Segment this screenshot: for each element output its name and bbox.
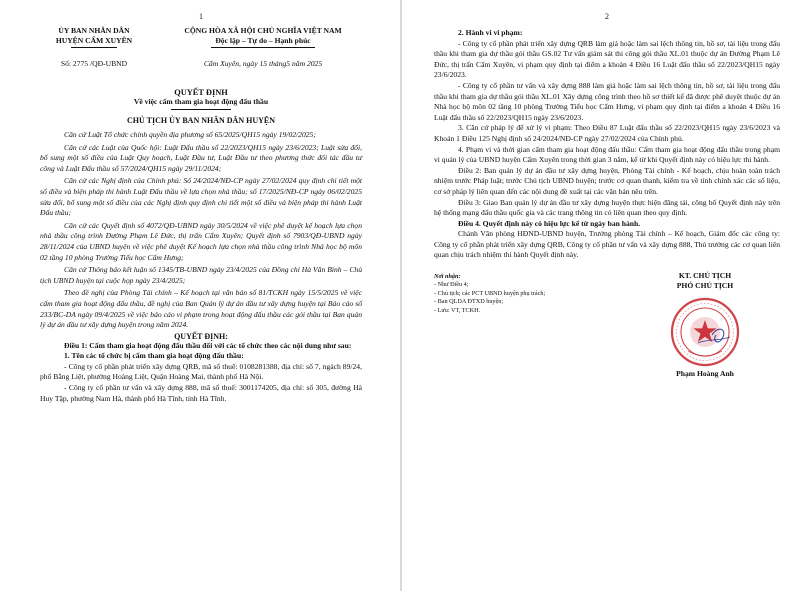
subtitle-rule xyxy=(171,109,231,110)
reference-number: Số: 2775 /QĐ-UBND xyxy=(60,59,128,68)
closing-paragraph: Chánh Văn phòng HĐND-UBND huyện, Trưởng phòng Tài chính – Kế hoạch, Giám đốc các công ty: Công ty cổ phần phát triển xây dựng QRB, Công ty cổ phần tư vấn và xây dựng 888, Thủ trưởng các cơ quan liên quan chịu trách nhiệm thi hành Quyết định này. xyxy=(434,229,780,260)
issue-date: Cẩm Xuyên, ngày 15 tháng5 năm 2025 xyxy=(203,59,323,68)
motto-rule xyxy=(211,47,315,48)
page-number: 1 xyxy=(199,12,203,21)
signature-title-2: PHÓ CHỦ TỊCH xyxy=(676,281,734,291)
item-1-heading: 1. Tên các tổ chức bị cấm tham gia hoạt động đấu thầu: xyxy=(64,351,244,361)
authority-line-2: HUYỆN CẨM XUYÊN xyxy=(55,36,133,45)
violation-1: - Công ty cổ phần phát triển xây dựng QRB làm giả hoặc làm sai lệch thông tin, hồ sơ, tài liệu trong đấu thầu khi tham gia dự thầu gói thầu GS.02 Tư vấn giám sát thi công gói thầu XL.01 thuộc dự án Đường Phạm Lê Đức, thị trấn Cẩm Xuyên, vi phạm quy định tại điểm a khoản 4 Điều 16 Luật đấu thầu số 22/2023/QH15 ngày 23/6/2023. xyxy=(434,38,780,80)
legal-basis-5: Căn cứ Thông báo kết luận số 1345/TB-UBND ngày 23/4/2025 của Đồng chí Hà Văn Bình – Chủ tịch UBND huyện tại cuộc họp ngày 23/4/2025; xyxy=(40,265,362,285)
seal-stamp-icon xyxy=(668,295,742,369)
organization-2: - Công ty cổ phần tư vấn và xây dựng 888, mã số thuế: 3001174205, địa chỉ: số 305, đường Hà Huy Tập, phường Nam Hà, thành phố Hà Tĩnh, tỉnh Hà Tĩnh. xyxy=(40,383,362,403)
article-2: Điều 2: Ban quản lý dự án đầu tư xây dựng huyện, Phòng Tài chính - Kế hoạch, chịu hoàn toàn trách nhiệm trước Pháp luật; trước Chủ tịch UBND huyện; trước cơ quan thanh, kiểm tra về tính chính xác các số liệu, cơ sở pháp lý liên quan đến các nội dung đề xuất tại các văn bản nêu trên. xyxy=(434,165,780,196)
recipient-item: - Chủ tịch; các PCT UBND huyện phụ trách; xyxy=(434,289,546,297)
issuing-authority xyxy=(40,26,148,68)
document-page-2 xyxy=(402,0,800,591)
signature-block xyxy=(630,271,780,378)
signature-area xyxy=(434,271,780,383)
recipient-item: - Như Điều 4; xyxy=(434,281,469,289)
signer-name: Phạm Hoàng Anh xyxy=(676,369,734,379)
authority-line-1: ỦY BAN NHÂN DÂN xyxy=(58,26,130,35)
decision-heading: QUYẾT ĐỊNH: xyxy=(174,331,228,341)
recipients-heading: Nơi nhận: xyxy=(434,273,461,281)
item-4-scope: 4. Phạm vi và thời gian cấm tham gia hoạt động đấu thầu: Cấm tham gia hoạt động đấu thầu trong phạm vi quản lý của UBND huyện Cẩm Xuyên trong thời gian 3 năm, kể từ khi Quyết định này có hiệu lực thi hành. xyxy=(434,144,780,165)
document-header xyxy=(40,26,362,88)
decision-subtitle: Về việc cấm tham gia hoạt động đấu thầu xyxy=(133,97,269,106)
national-title: CỘNG HÒA XÃ HỘI CHỦ NGHĨA VIỆT NAM xyxy=(184,26,342,35)
recipient-item: - Ban QLDA ĐTXD huyện; xyxy=(434,298,504,306)
national-motto xyxy=(152,26,374,68)
signature-title-1: KT. CHỦ TỊCH xyxy=(678,271,732,281)
legal-basis-6: Theo đề nghị của Phòng Tài chính – Kế hoạch tại văn bản số 81/TCKH ngày 15/5/2025 về việc cấm tham gia hoạt động đấu thầu, đề nghị của Ban Quản lý dự án đầu tư xây dựng huyện tại Báo cáo số 233/BC-DA ngày 09/4/2025 về việc báo cáo vi phạm trong hoạt động đấu thầu các gói thầu tại Ban quản lý dự án đầu tư xây dựng huyện trong năm 2024. xyxy=(40,288,362,330)
item-2-heading: 2. Hành vi vi phạm: xyxy=(458,28,523,37)
legal-basis-4: Căn cứ các Quyết định số 4072/QĐ-UBND ngày 30/5/2024 về việc phê duyệt kế hoạch lựa chọn nhà thầu công trình Đường Phạm Lê Đức, thị trấn Cẩm Xuyên; Quyết định số 7903/QĐ-UBND ngày 28/11/2024 của UBND huyện về việc phê duyệt Kế hoạch lựa chọn nhà thầu công trình Nhà học bộ môn 02 tầng 10 phòng Trường Tiểu học Cẩm Hưng; xyxy=(40,220,362,262)
national-motto-line: Độc lập – Tự do – Hạnh phúc xyxy=(215,36,311,45)
violation-2: - Công ty cổ phần tư vấn và xây dựng 888 làm giả hoặc làm sai lệch thông tin, hồ sơ, tài liệu trong đấu thầu khi tham gia dự thầu gói thầu XL.01 Xây dựng công trình theo hồ sơ thiết kế đã được phê duyệt thuộc dự án Nhà học bộ môn 02 tầng 10 phòng Trường Tiểu học Cẩm Hưng, vi phạm quy định tại điểm a khoản 4 Điều 16 Luật đấu thầu số 22/2023/QH15 ngày 23/6/2023. xyxy=(434,80,780,122)
recipients-block xyxy=(434,273,594,315)
page-number: 2 xyxy=(605,12,609,21)
official-seal xyxy=(668,295,742,369)
item-3-legal-basis: 3. Căn cứ pháp lý để xử lý vi phạm: Theo Điều 87 Luật đấu thầu số 22/2023/QH15 ngày 23/6/2023 và Khoản 1 Điều 125 Nghị định số 24/2024/NĐ-CP ngày 27/02/2024 của Chính phủ. xyxy=(434,123,780,143)
organization-1: - Công ty cổ phần phát triển xây dựng QRB, mã số thuế: 0108281388, địa chỉ: số 7, ngách 89/24, phố Bằng Liệt, phường Hoàng Liệt, Quận Hoàng Mai, thành phố Hà Nội. xyxy=(40,361,362,382)
recipient-item: - Lưu: VT, TCKH. xyxy=(434,306,481,314)
legal-basis-1: Căn cứ Luật Tổ chức chính quyền địa phương số 65/2025/QH15 ngày 19/02/2025; xyxy=(64,130,316,139)
article-3: Điều 3: Giao Ban quản lý dự án đầu tư xây dựng huyện thực hiện đăng tải, công bố Quyết định này trên hệ thống mạng đấu thầu quốc gia và các trang thông tin có liên quan theo quy định. xyxy=(434,197,780,218)
authority-rule xyxy=(71,47,117,48)
decision-title: QUYẾT ĐỊNH xyxy=(174,88,228,97)
article-1: Điều 1: Cấm tham gia hoạt động đấu thầu đối với các tổ chức theo các nội dung như sau: xyxy=(64,340,352,350)
article-4: Điều 4. Quyết định này có hiệu lực kể từ ngày ban hành. xyxy=(458,218,641,228)
legal-basis-3: Căn cứ các Nghị định của Chính phủ: Số 24/2024/NĐ-CP ngày 27/02/2024 quy định chi tiết một số điều và biện pháp thi hành Luật Đấu thầu về lựa chọn nhà thầu; số 17/2025/NĐ-CP ngày 06/02/2025 sửa đổi, bổ sung một số điều của các Nghị định quy định chi tiết một số điều và biện pháp thi hành Luật Đấu thầu; xyxy=(40,176,362,218)
legal-basis-2: Căn cứ các Luật của Quốc hội: Luật Đấu thầu số 22/2023/QH15 ngày 23/6/2023; Luật sửa đổi, bổ sung một số điều của Luật Quy hoạch, Luật Đầu tư, Luật Đầu tư theo phương thức đối tác đầu tư công và Luật Đấu thầu số 57/2024/QH15 ngày 29/11/2024; xyxy=(40,142,362,173)
issuing-official: CHỦ TỊCH ỦY BAN NHÂN DÂN HUYỆN xyxy=(126,116,275,125)
